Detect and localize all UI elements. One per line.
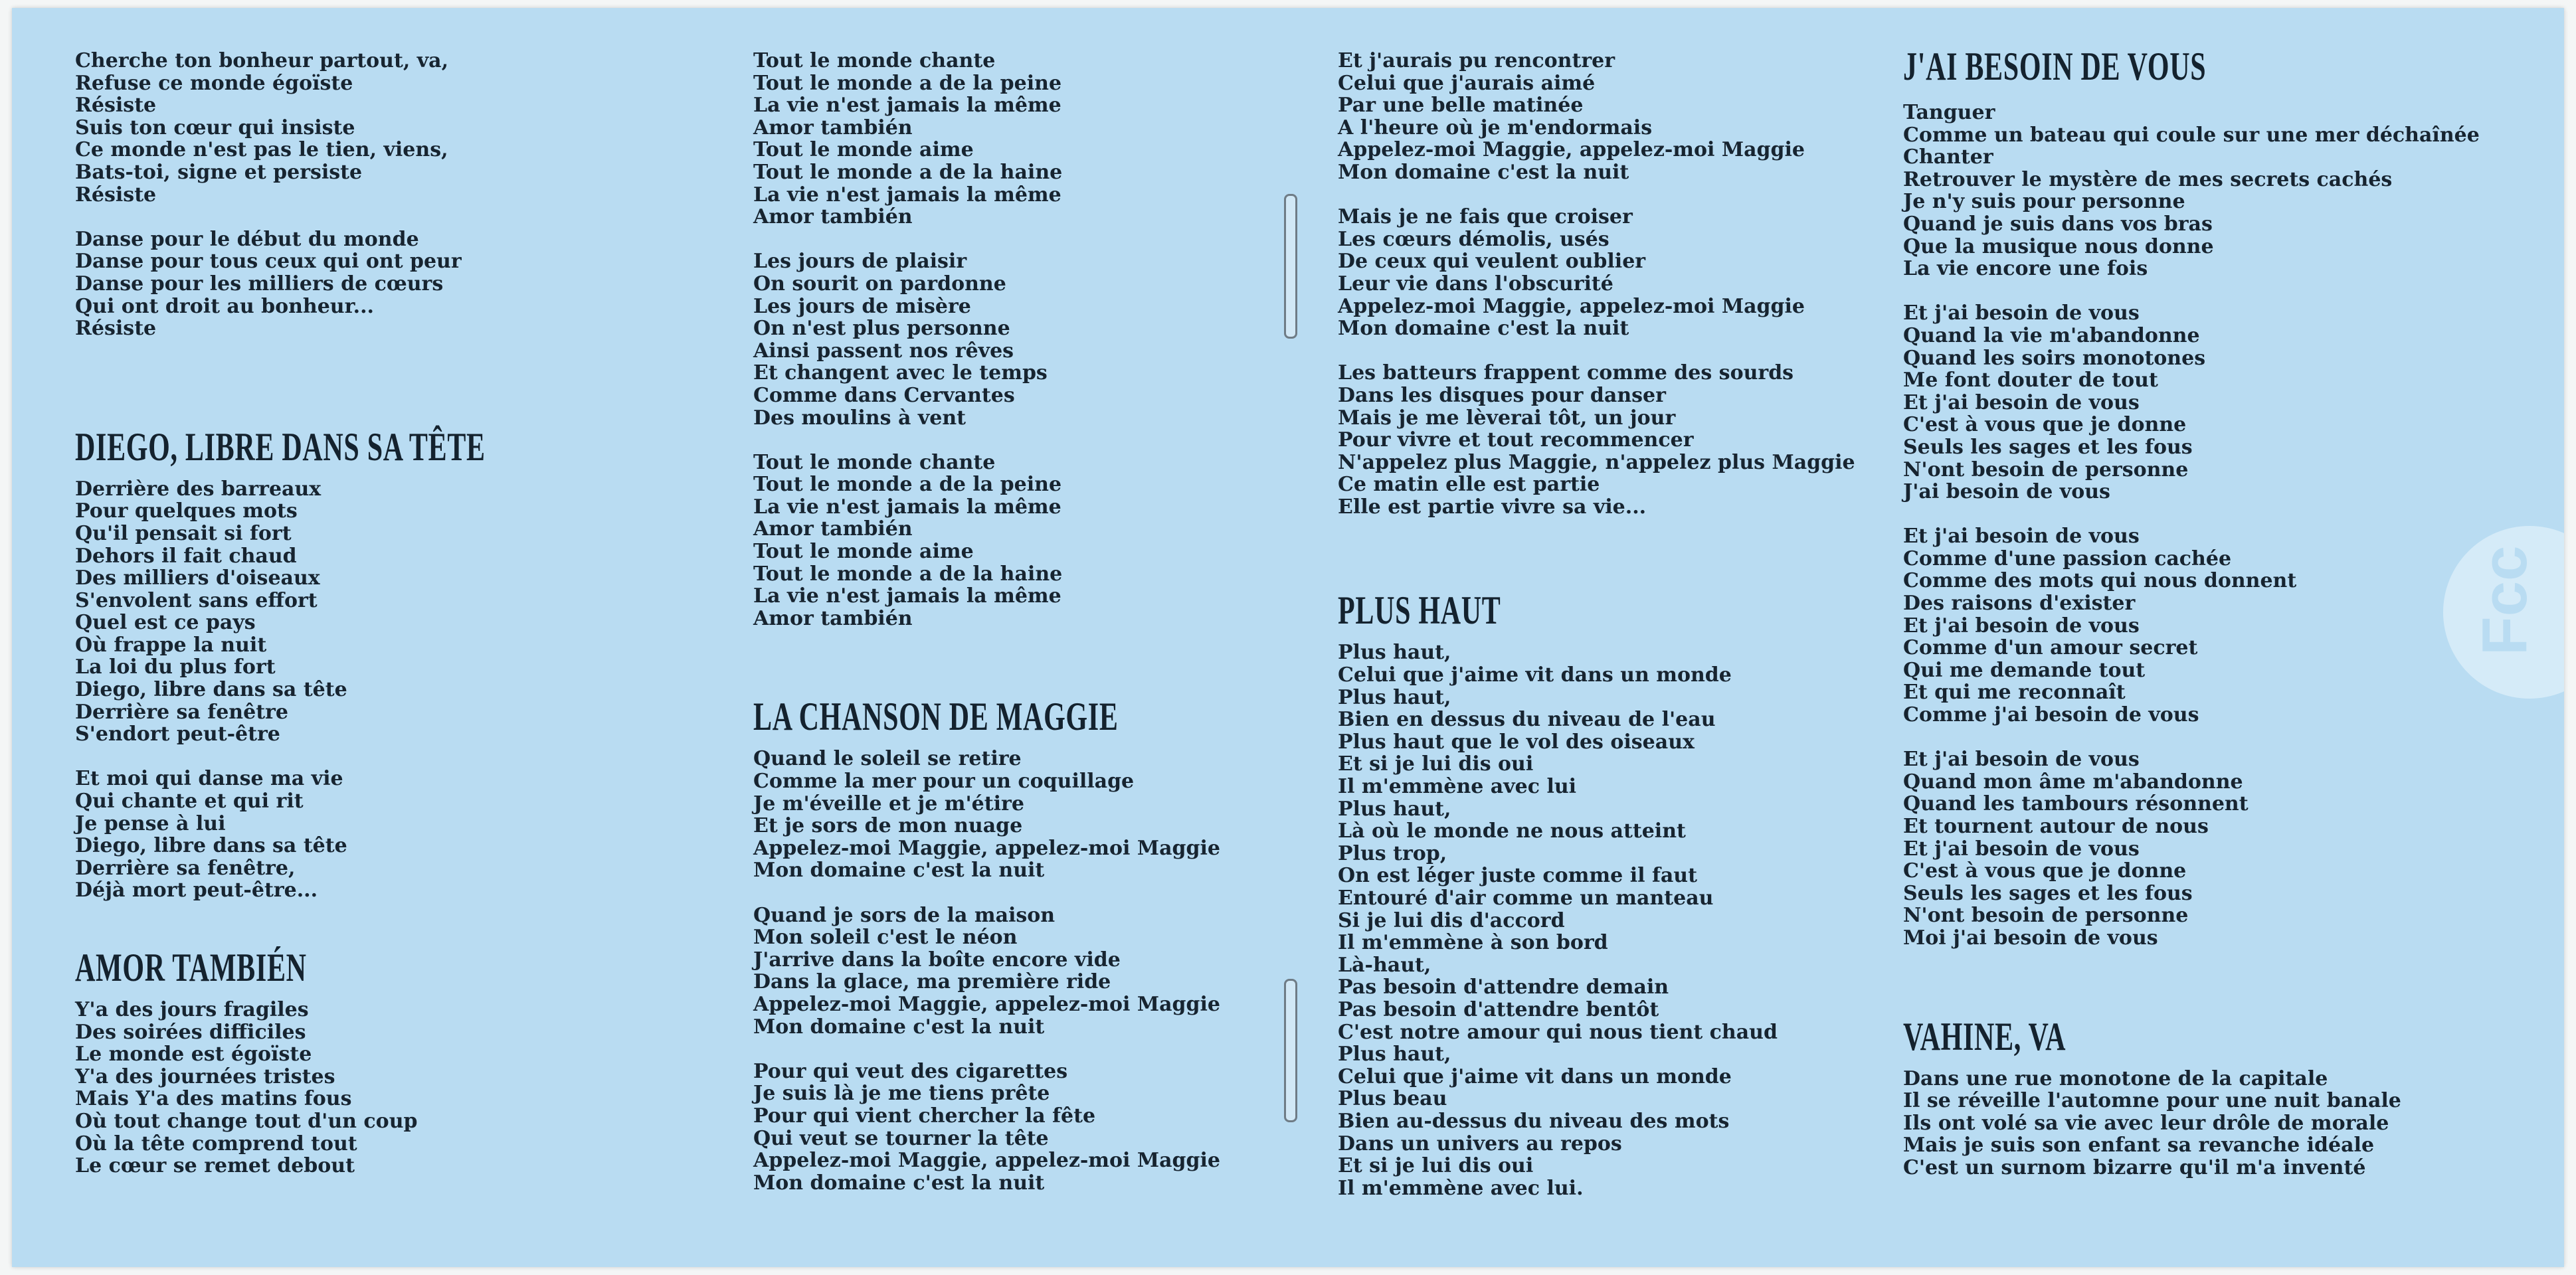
lyric-line: Il m'emmène à son bord [1338,931,1608,955]
lyrics-column-4 [1903,44,2480,1179]
stanza [1903,1068,2480,1179]
lyric-line: Et j'aurais pu rencontrer [1338,49,1615,72]
lyric-line: Tanguer [1903,101,1995,124]
lyric-line: Amor también [753,517,913,541]
lyric-line: La vie encore une fois [1903,257,2148,281]
lyric-line: Tout le monde chante [753,450,996,474]
lyric-line: Qu'il pensait si fort [75,521,292,545]
lyric-line: Tout le monde a de la haine [753,562,1063,586]
lyric-line: Que la musique nous donne [1903,234,2214,258]
lyric-line: Mais je me lèverai tôt, un jour [1338,406,1676,430]
lyric-line: Tout le monde aime [753,138,974,162]
lyric-line: Quand la vie m'abandonne [1903,323,2200,347]
song-title-diego: DIEGO, LIBRE DANS SA TÊTE [75,424,486,469]
lyric-line: Qui ont droit au bonheur... [75,294,374,318]
lyric-line: Les cœurs démolis, usés [1338,227,1610,251]
stanza [75,50,662,206]
stanza [753,1061,1275,1195]
lyric-line: Comme la mer pour un coquillage [753,770,1135,794]
lyric-line: Si je lui dis d'accord [1338,908,1565,932]
lyric-line: Tout le monde chante [753,49,996,72]
lyric-line: N'ont besoin de personne [1903,904,2189,928]
lyric-line: N'appelez plus Maggie, n'appelez plus Maggie [1338,450,1855,474]
lyric-line: Qui chante et qui rit [75,790,304,813]
lyric-line: Je m'éveille et je m'étire [753,792,1024,815]
lyric-line: Où tout change tout d'un coup [75,1109,418,1133]
lyric-line: Résiste [75,183,157,207]
lyric-line: Appelez-moi Maggie, appelez-moi Maggie [753,992,1220,1016]
lyric-line: Déjà mort peut-être... [75,879,318,902]
lyric-line: Et j'ai besoin de vous [1903,390,2140,414]
lyric-line: Comme un bateau qui coule sur une mer déchaînée [1903,123,2480,147]
lyric-line: La vie n'est jamais la même [753,495,1061,519]
stanza [75,478,662,746]
lyric-line: On sourit on pardonne [753,272,1006,296]
lyric-line: Diego, libre dans sa tête [75,834,347,858]
lyric-line: Plus trop, [1338,841,1447,865]
lyric-line: Moi j'ai besoin de vous [1903,926,2158,950]
lyric-line: Comme j'ai besoin de vous [1903,703,2199,727]
lyric-line: Je n'y suis pour personne [1903,190,2185,214]
lyric-line: La vie n'est jamais la même [753,584,1061,608]
lyric-line: Où frappe la nuit [75,633,267,657]
lyric-line: Quel est ce pays [75,611,256,635]
lyric-line: Et changent avec le temps [753,361,1048,385]
lyric-line: Pas besoin d'attendre bentôt [1338,997,1659,1021]
lyric-line: Et j'ai besoin de vous [1903,301,2140,325]
lyric-line: Et j'ai besoin de vous [1903,748,2140,772]
staple-bottom [1284,979,1297,1122]
lyric-line: Dans la glace, ma première ride [753,970,1111,994]
lyric-line: Et j'ai besoin de vous [1903,614,2140,638]
lyric-line: Et qui me reconnaît [1903,681,2126,705]
lyric-line: Diego, libre dans sa tête [75,678,347,702]
booklet-spread [12,8,2564,1267]
lyric-line: Par une belle matinée [1338,94,1584,118]
lyric-line: Qui veut se tourner la tête [753,1126,1049,1150]
lyric-line: Et si je lui dis oui [1338,752,1534,776]
lyric-line: Les jours de misère [753,294,971,318]
lyric-line: Dehors il fait chaud [75,544,297,568]
song-title-amor-tambien: AMOR TAMBIÉN [75,946,307,989]
lyric-line: Et j'ai besoin de vous [1903,837,2140,861]
lyric-line: Leur vie dans l'obscurité [1338,272,1613,296]
lyric-line: Des milliers d'oiseaux [75,566,320,590]
lyric-line: Comme des mots qui nous donnent [1903,569,2297,593]
lyric-line: Amor también [753,116,913,139]
lyric-line: Celui que j'aime vit dans un monde [1338,663,1732,687]
lyric-line: A l'heure où je m'endormais [1338,116,1653,139]
lyrics-column-2 [753,50,1275,1194]
song-title-j-ai-besoin-de-vous: J'AI BESOIN DE VOUS [1903,44,2207,88]
lyric-line: Il m'emmène avec lui. [1338,1176,1584,1200]
lyric-line: Chanter [1903,145,1993,169]
stanza [1338,362,1855,518]
lyric-line: Celui que j'aurais aimé [1338,71,1596,95]
lyric-line: C'est un surnom bizarre qu'il m'a inventé [1903,1155,2366,1179]
lyric-line: Résiste [75,94,157,118]
lyric-line: Les jours de plaisir [753,250,967,274]
lyric-line: Seuls les sages et les fous [1903,435,2193,459]
lyric-line: Plus haut, [1338,1043,1451,1066]
song-title-plus-haut: PLUS HAUT [1338,588,1501,633]
lyric-line: J'arrive dans la boîte encore vide [753,948,1121,972]
lyric-line: Tout le monde a de la peine [753,473,1062,497]
lyric-line: S'envolent sans effort [75,588,318,612]
lyric-line: Bats-toi, signe et persiste [75,160,363,184]
lyric-line: Pour qui vient chercher la fête [753,1104,1096,1128]
lyric-line: Y'a des journées tristes [75,1064,335,1088]
lyric-line: Qui me demande tout [1903,658,2146,682]
lyric-line: Quand le soleil se retire [753,747,1022,771]
lyric-line: Appelez-moi Maggie, appelez-moi Maggie [1338,294,1805,318]
lyric-line: Amor también [753,205,913,229]
lyric-line: Là-haut, [1338,953,1431,977]
lyric-line: Derrière des barreaux [75,477,322,501]
lyric-line: Comme d'une passion cachée [1903,547,2232,570]
lyrics-column-3 [1338,50,1855,1199]
lyric-line: Quand les tambours résonnent [1903,792,2249,816]
lyric-line: Quand je sors de la maison [753,903,1056,927]
lyric-line: C'est à vous que je donne [1903,859,2187,883]
lyric-line: Tout le monde aime [753,540,974,564]
lyric-line: Bien au-dessus du niveau des mots [1338,1109,1730,1133]
lyric-line: La vie n'est jamais la même [753,94,1061,118]
lyric-line: Des raisons d'exister [1903,592,2136,616]
lyric-line: Plus haut, [1338,685,1451,709]
lyric-line: Y'a des jours fragiles [75,998,309,1021]
lyric-line: Plus haut, [1338,641,1451,665]
lyric-line: Suis ton cœur qui insiste [75,116,355,139]
lyric-line: C'est notre amour qui nous tient chaud [1338,1020,1778,1044]
lyric-line: Plus haut que le vol des oiseaux [1338,730,1695,754]
lyric-line: Amor también [753,606,913,630]
lyric-line: Refuse ce monde égoïste [75,71,353,95]
lyric-line: Comme d'un amour secret [1903,636,2198,660]
lyric-line: Mais Y'a des matins fous [75,1087,352,1111]
lyric-line: Celui que j'aime vit dans un monde [1338,1064,1732,1088]
lyric-line: On est léger juste comme il faut [1338,864,1697,888]
stanza [753,904,1275,1039]
lyric-line: N'ont besoin de personne [1903,458,2189,481]
lyric-line: Mais je ne fais que croiser [1338,205,1633,229]
fcc-logo-text: Fcc [2469,545,2540,655]
lyric-line: Et tournent autour de nous [1903,815,2209,838]
lyric-line: Dans les disques pour danser [1338,383,1666,407]
song-title-chanson-de-maggie: LA CHANSON DE MAGGIE [753,695,1119,739]
lyric-line: Quand mon âme m'abandonne [1903,770,2243,794]
lyrics-column-1 [75,50,662,1177]
lyric-line: Tout le monde a de la haine [753,160,1063,184]
lyric-line: Là où le monde ne nous atteint [1338,819,1686,843]
lyric-line: Pas besoin d'attendre demain [1338,976,1669,999]
lyric-line: Plus beau [1338,1087,1447,1111]
stanza [1903,102,2480,280]
lyric-line: Pour qui veut des cigarettes [753,1059,1068,1083]
lyric-line: Et si je lui dis oui [1338,1154,1534,1178]
lyric-line: Seuls les sages et les fous [1903,881,2193,905]
lyric-line: Me font douter de tout [1903,369,2158,392]
lyric-line: Ce monde n'est pas le tien, viens, [75,138,448,162]
stanza [1903,302,2480,503]
stanza [1903,748,2480,949]
lyric-line: Résiste [75,317,157,341]
lyric-line: Et je sors de mon nuage [753,814,1023,838]
stanza [75,228,662,340]
lyric-line: Retrouver le mystère de mes secrets cachés [1903,167,2393,191]
lyric-line: Je suis là je me tiens prête [753,1082,1050,1106]
lyric-line: Danse pour le début du monde [75,227,419,251]
lyric-line: Entouré d'air comme un manteau [1338,887,1714,910]
lyric-line: J'ai besoin de vous [1903,480,2110,504]
stanza [753,748,1275,882]
lyric-line: Mon soleil c'est le néon [753,926,1018,950]
lyric-line: Appelez-moi Maggie, appelez-moi Maggie [753,1149,1220,1173]
lyric-line: Derrière sa fenêtre [75,700,288,724]
lyric-line: Plus haut, [1338,797,1451,821]
lyric-line: Quand les soirs monotones [1903,346,2206,370]
lyric-line: Mon domaine c'est la nuit [1338,317,1629,341]
lyric-line: Mon domaine c'est la nuit [753,1171,1045,1195]
lyric-line: S'endort peut-être [75,722,280,746]
lyric-line: Il m'emmène avec lui [1338,775,1577,799]
lyric-line: La loi du plus fort [75,655,276,679]
stanza [75,768,662,902]
lyric-line: Les batteurs frappent comme des sourds [1338,361,1794,385]
stanza [753,452,1275,630]
lyric-line: Danse pour tous ceux qui ont peur [75,250,462,274]
lyric-line: Des soirées difficiles [75,1020,306,1044]
lyric-line: Et j'ai besoin de vous [1903,525,2140,549]
lyric-line: Le cœur se remet debout [75,1154,355,1178]
staple-top [1284,194,1297,339]
lyric-line: C'est à vous que je donne [1903,413,2187,437]
lyric-line: Tout le monde a de la peine [753,71,1062,95]
lyric-line: Ils ont volé sa vie avec leur drôle de morale [1903,1111,2389,1135]
lyric-line: Appelez-moi Maggie, appelez-moi Maggie [1338,138,1805,162]
lyric-line: Pour quelques mots [75,499,298,523]
lyric-line: Où la tête comprend tout [75,1132,357,1155]
lyric-line: Le monde est égoïste [75,1043,312,1066]
lyric-line: Bien en dessus du niveau de l'eau [1338,708,1716,732]
lyric-line: On n'est plus personne [753,317,1010,341]
lyric-line: Dans une rue monotone de la capitale [1903,1066,2328,1090]
lyric-line: Danse pour les milliers de cœurs [75,272,444,296]
stanza [1338,641,1855,1199]
lyric-line: Ainsi passent nos rêves [753,339,1014,363]
lyric-line: Quand je suis dans vos bras [1903,212,2213,236]
lyric-line: Pour vivre et tout recommencer [1338,428,1694,452]
lyric-line: Je pense à lui [75,811,226,835]
lyric-line: De ceux qui veulent oublier [1338,250,1646,274]
lyric-line: Mon domaine c'est la nuit [1338,160,1629,184]
stanza [75,999,662,1177]
lyric-line: Mais je suis son enfant sa revanche idéale [1903,1134,2375,1157]
lyric-line: Il se réveille l'automne pour une nuit banale [1903,1089,2401,1113]
lyric-line: Mon domaine c'est la nuit [753,859,1045,883]
stanza [753,50,1275,228]
lyric-line: Et moi qui danse ma vie [75,767,343,791]
lyric-line: Elle est partie vivre sa vie... [1338,495,1647,519]
stanza [1903,525,2480,726]
lyric-line: Dans un univers au repos [1338,1132,1622,1155]
lyric-line: Appelez-moi Maggie, appelez-moi Maggie [753,836,1220,860]
stanza [1338,50,1855,184]
lyric-line: Comme dans Cervantes [753,383,1015,407]
lyric-line: Ce matin elle est partie [1338,473,1600,497]
lyric-line: Mon domaine c'est la nuit [753,1015,1045,1039]
stanza [753,250,1275,429]
stanza [1338,206,1855,340]
song-title-vahine-va: VAHINE, VA [1903,1014,2067,1059]
lyric-line: Des moulins à vent [753,406,966,430]
lyric-line: Cherche ton bonheur partout, va, [75,49,449,72]
lyric-line: Derrière sa fenêtre, [75,856,296,880]
lyric-line: La vie n'est jamais la même [753,183,1061,207]
